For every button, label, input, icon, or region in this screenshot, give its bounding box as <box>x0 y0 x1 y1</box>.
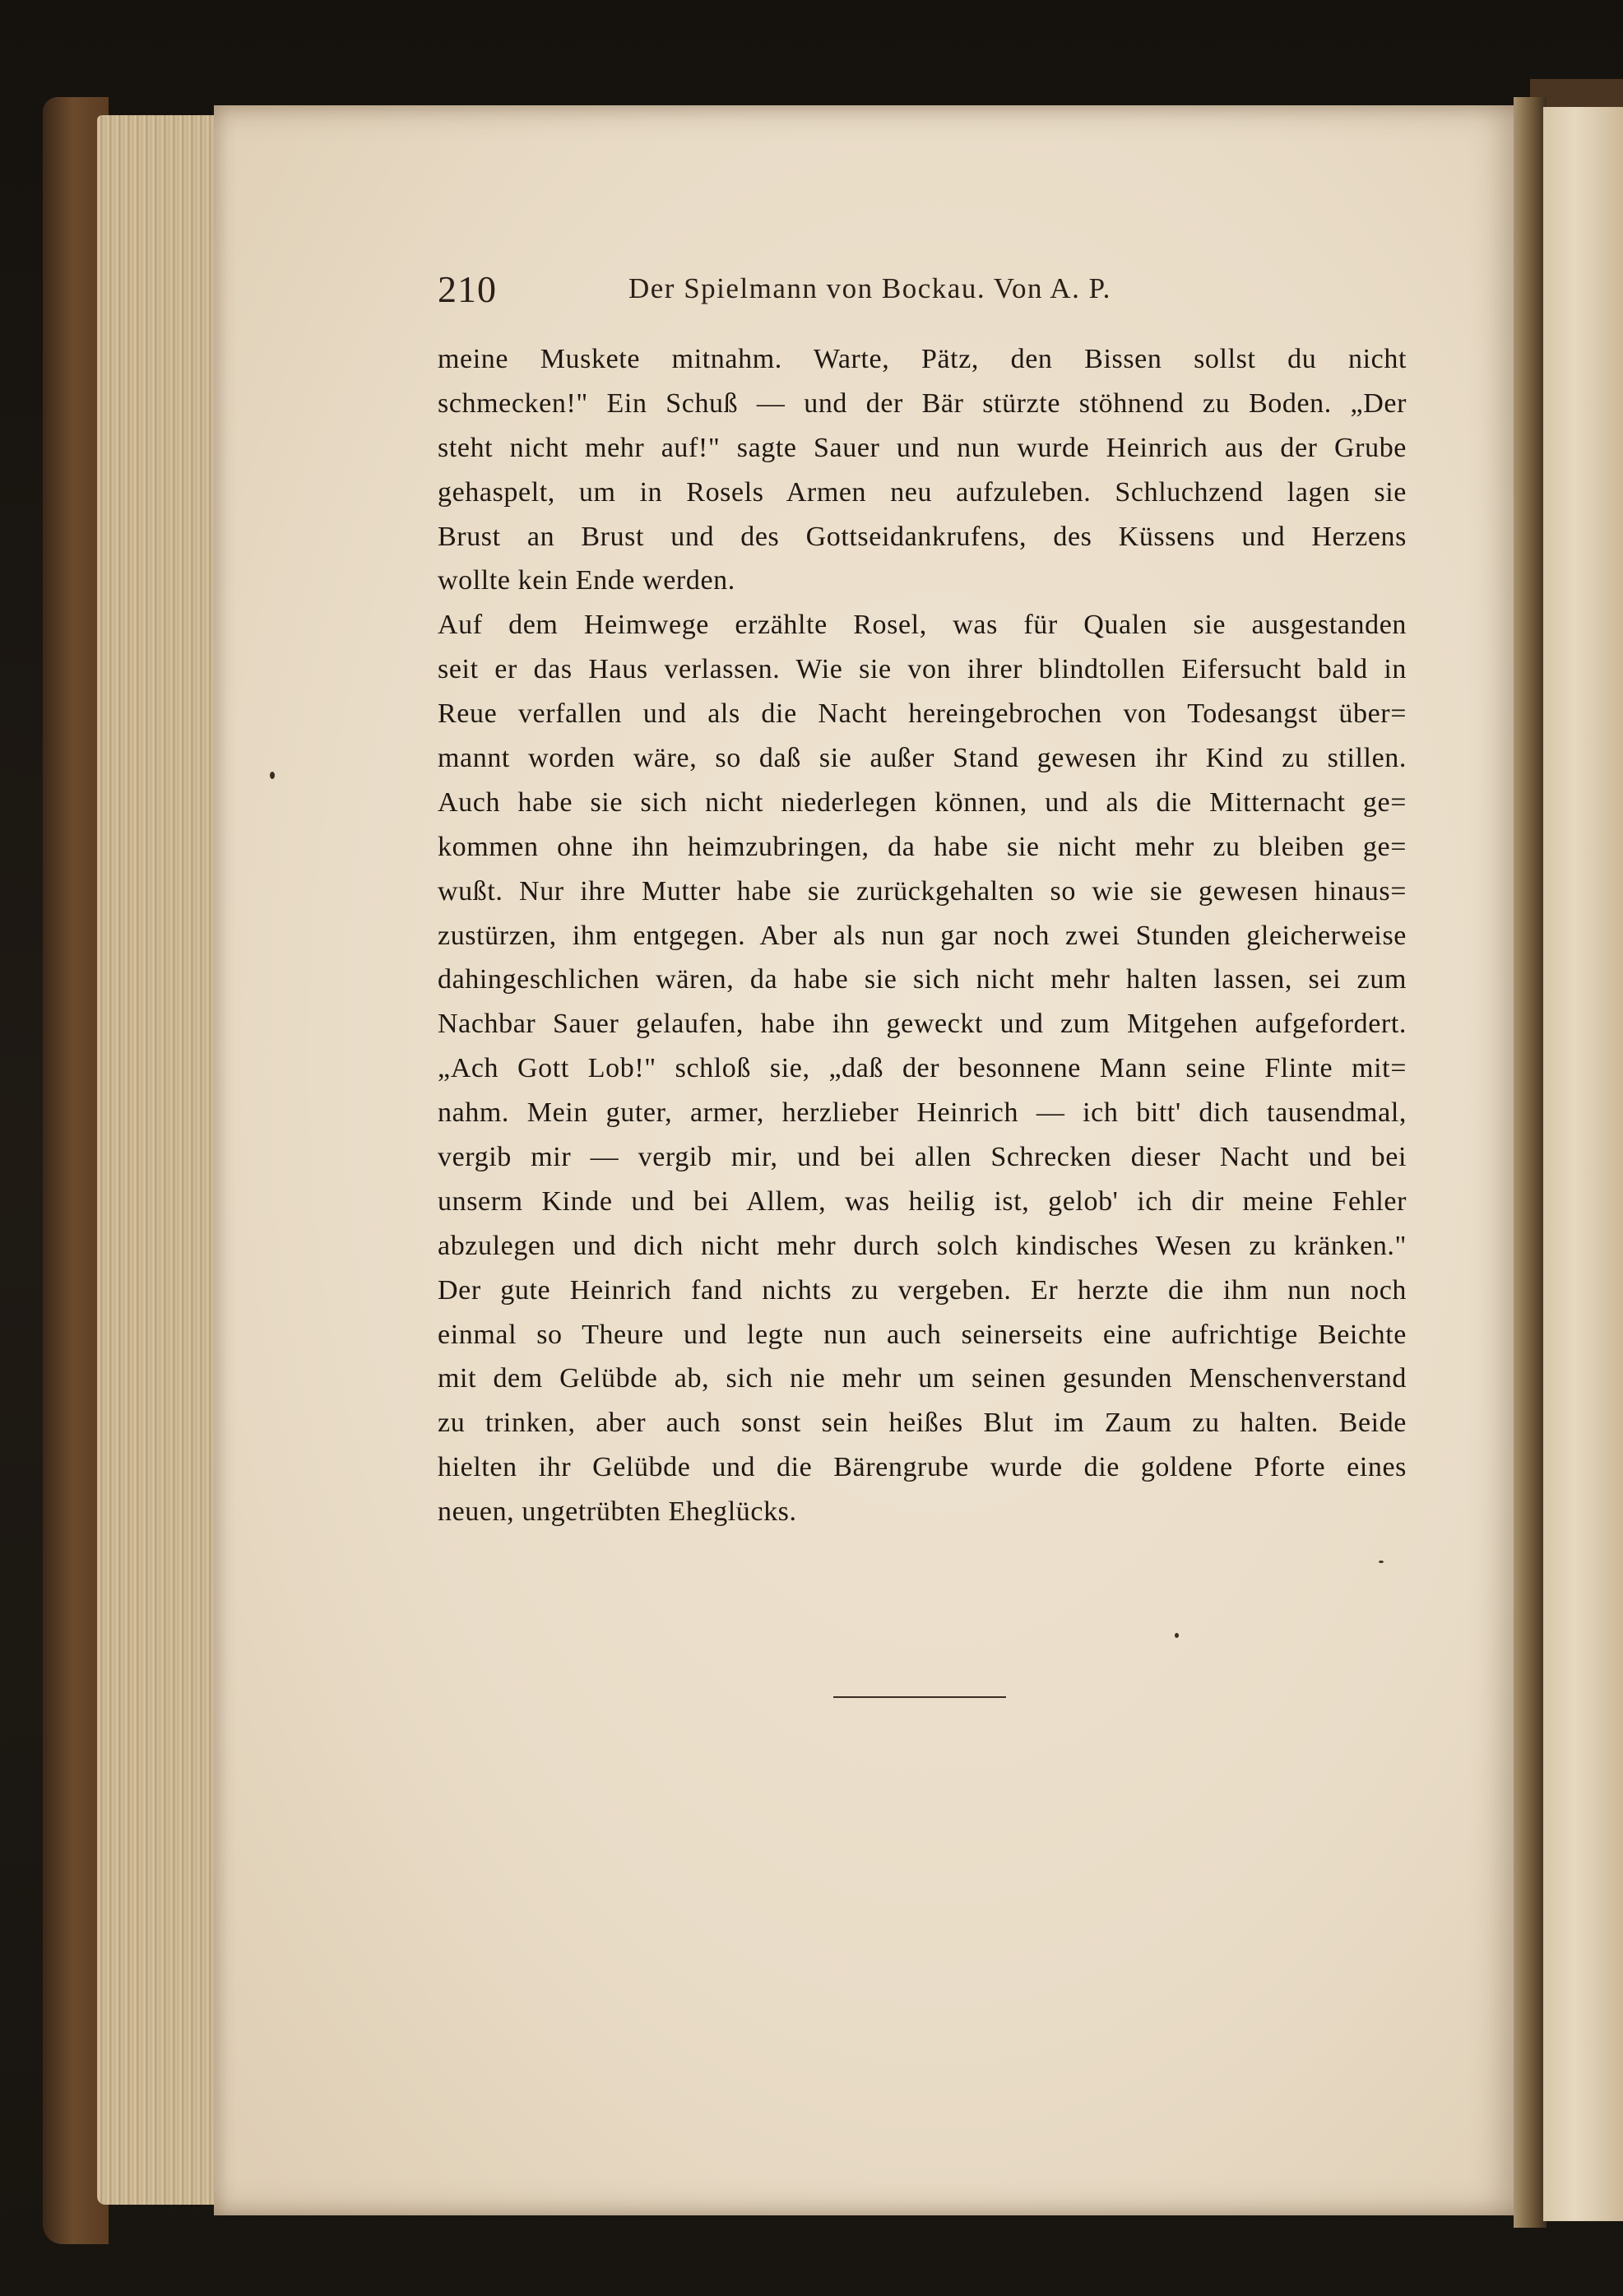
running-title: Der Spielmann von Bockau. Von A. P. <box>628 272 1111 304</box>
text-line: Der gute Heinrich fand nichts zu vergeben. Er herzte die ihm nun noch <box>438 1274 1407 1306</box>
text-line: nahm. Mein guter, armer, herzlieber Heinrich — ich bitt' dich tausendmal, <box>438 1097 1407 1129</box>
text-line: Auch habe sie sich nicht niederlegen können, und als die Mitternacht ge= <box>438 786 1407 818</box>
text-line: Brust an Brust und des Gottseidankrufens, des Küssens und Herzens <box>438 521 1407 552</box>
body-text <box>438 337 1407 1534</box>
text-line: zu trinken, aber auch sonst sein heißes Blut im Zaum zu halten. Beide <box>438 1408 1407 1439</box>
text-line: steht nicht mehr auf!" sagte Sauer und nun wurde Heinrich aus der Grube <box>438 432 1407 463</box>
ink-speck <box>270 772 275 779</box>
book-gutter <box>1514 97 1546 2228</box>
facing-page-edge <box>1543 107 1623 2221</box>
text-line: wollte kein Ende werden. <box>438 565 735 596</box>
text-line: vergib mir — vergib mir, und bei allen Schrecken dieser Nacht und bei <box>438 1142 1407 1173</box>
text-line: gehaspelt, um in Rosels Armen neu aufzuleben. Schluchzend lagen sie <box>438 476 1407 508</box>
text-line: mannt worden wäre, so daß sie außer Stand gewesen ihr Kind zu stillen. <box>438 743 1407 774</box>
text-line: abzulegen und dich nicht mehr durch solch kindisches Wesen zu kränken." <box>438 1230 1407 1261</box>
ink-speck <box>1175 1633 1179 1638</box>
text-line: dahingeschlichen wären, da habe sie sich nicht mehr halten lassen, sei zum <box>438 964 1407 995</box>
text-line: Reue verfallen und als die Nacht hereingebrochen von Todesangst über= <box>438 698 1407 730</box>
text-line: wußt. Nur ihre Mutter habe sie zurückgehalten so wie sie gewesen hinaus= <box>438 875 1407 907</box>
text-line: seit er das Haus verlassen. Wie sie von ihrer blindtollen Eifersucht bald in <box>438 654 1407 685</box>
page-number: 210 <box>438 268 497 310</box>
running-head <box>438 267 1227 317</box>
text-line: zustürzen, ihm entgegen. Aber als nun gar noch zwei Stunden gleicherweise <box>438 920 1407 951</box>
text-line: mit dem Gelübde ab, sich nie mehr um seinen gesunden Menschenverstand <box>438 1363 1407 1394</box>
text-line: Nachbar Sauer gelaufen, habe ihn geweckt und zum Mitgehen aufgefordert. <box>438 1009 1407 1040</box>
text-line: hielten ihr Gelübde und die Bärengrube wurde die goldene Pforte eines <box>438 1452 1407 1483</box>
text-line: einmal so Theure und legte nun auch seinerseits eine aufrichtige Beichte <box>438 1319 1407 1350</box>
closing-rule <box>833 1696 1006 1698</box>
text-line: kommen ohne ihn heimzubringen, da habe sie nicht mehr zu bleiben ge= <box>438 831 1407 862</box>
text-line: unserm Kinde und bei Allem, was heilig ist, gelob' ich dir meine Fehler <box>438 1185 1407 1217</box>
text-line: „Ach Gott Lob!" schloß sie, „daß der besonnene Mann seine Flinte mit= <box>438 1053 1407 1084</box>
ink-speck <box>1379 1561 1384 1563</box>
text-line: meine Muskete mitnahm. Warte, Pätz, den Bissen sollst du nicht <box>438 344 1407 374</box>
stacked-page-edges <box>97 115 220 2205</box>
text-line: neuen, ungetrübten Eheglücks. <box>438 1496 797 1528</box>
text-line: schmecken!" Ein Schuß — und der Bär stürzte stöhnend zu Boden. „Der <box>438 387 1407 419</box>
text-line: Auf dem Heimwege erzählte Rosel, was für Qualen sie ausgestanden <box>438 610 1407 641</box>
